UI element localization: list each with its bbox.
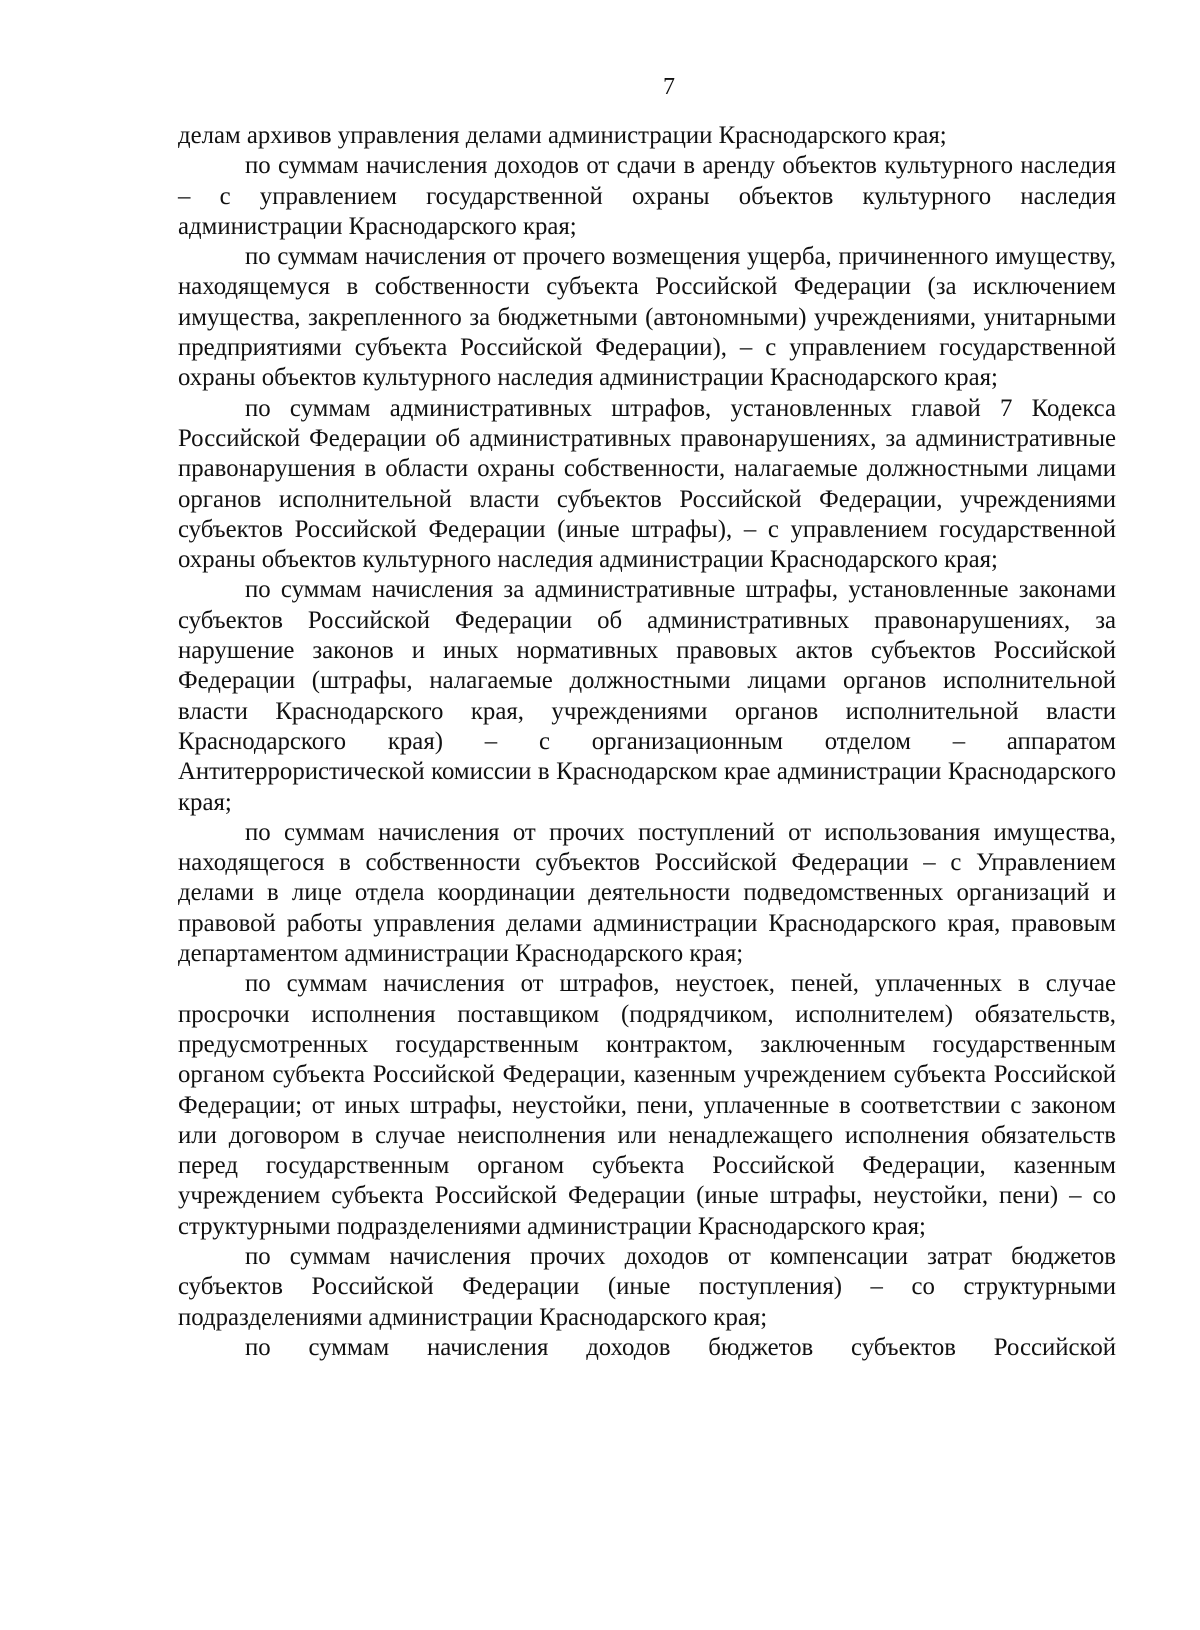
paragraph-regional-administrative-fines: по суммам начисления за административные штрафы, установленные законами субъектов Российской Федерации об административных правонарушениях, за нарушение законов и иных нормативных правовых актов субъектов Российской Федерации (штрафы, налагаемые должностными лицами органов исполнительной власти Краснодарского края, учреждениями органов исполнительной власти Краснодарского края) – с организационным отделом – аппаратом Антитеррористической комиссии в Краснодарском крае администрации Краснодарского края; xyxy=(178,576,1116,816)
paragraph-budget-income: по суммам начисления доходов бюджетов субъектов Российской xyxy=(245,1333,1116,1361)
paragraph-property-damage: по суммам начисления от прочего возмещения ущерба, причиненного имуществу, находящемуся в собственности субъекта Российской Федерации (за исключением имущества, закрепленного за бюджетными (автономными) учреждениями, унитарными предприятиями субъекта Российской Федерации), – с управлением государственной охраны объектов культурного наследия администрации Краснодарского края; xyxy=(178,243,1116,392)
paragraph-property-use-income: по суммам начисления от прочих поступлений от использования имущества, находящегося в собственности субъектов Российской Федерации – с Управлением делами в лице отдела координации деятельности подведомственных организаций и правовой работы управления делами администрации Краснодарского края, правовым департаментом администрации Краснодарского края; xyxy=(178,818,1116,968)
document-body xyxy=(178,121,1116,1363)
paragraph-contract-penalties: по суммам начисления от штрафов, неустоек, пеней, уплаченных в случае просрочки исполнения поставщиком (подрядчиком, исполнителем) обязательств, предусмотренных государственным контрактом, заключенным государственным органом субъекта Российской Федерации, казенным учреждением субъекта Российской Федерации; от иных штрафы, неустойки, пени, уплаченные в соответствии с законом или договором в случае неисполнения или ненадлежащего исполнения обязательств перед государственным органом субъекта Российской Федерации, казенным учреждением субъекта Российской Федерации (иные штрафы, неустойки, пени) – со структурными подразделениями администрации Краснодарского края; xyxy=(178,970,1116,1240)
page-number: 7 xyxy=(663,74,675,100)
paragraph-cost-compensation: по суммам начисления прочих доходов от компенсации затрат бюджетов субъектов Российской Федерации (иные поступления) – со структурными подразделениями администрации Краснодарского края; xyxy=(178,1242,1116,1331)
paragraph-administrative-fines-chapter-7: по суммам административных штрафов, установленных главой 7 Кодекса Российской Федерации об административных правонарушениях, за административные правонарушения в области охраны собственности, налагаемые должностными лицами органов исполнительной власти субъектов Российской Федерации, учреждениями субъектов Российской Федерации (иные штрафы), – с управлением государственной охраны объектов культурного наследия администрации Краснодарского края; xyxy=(178,394,1116,574)
paragraph-cultural-heritage-rent: по суммам начисления доходов от сдачи в аренду объектов культурного наследия – с управлением государственной охраны объектов культурного наследия администрации Краснодарского края; xyxy=(178,152,1116,240)
paragraph-continuation: делам архивов управления делами администрации Краснодарского края; xyxy=(178,122,947,149)
